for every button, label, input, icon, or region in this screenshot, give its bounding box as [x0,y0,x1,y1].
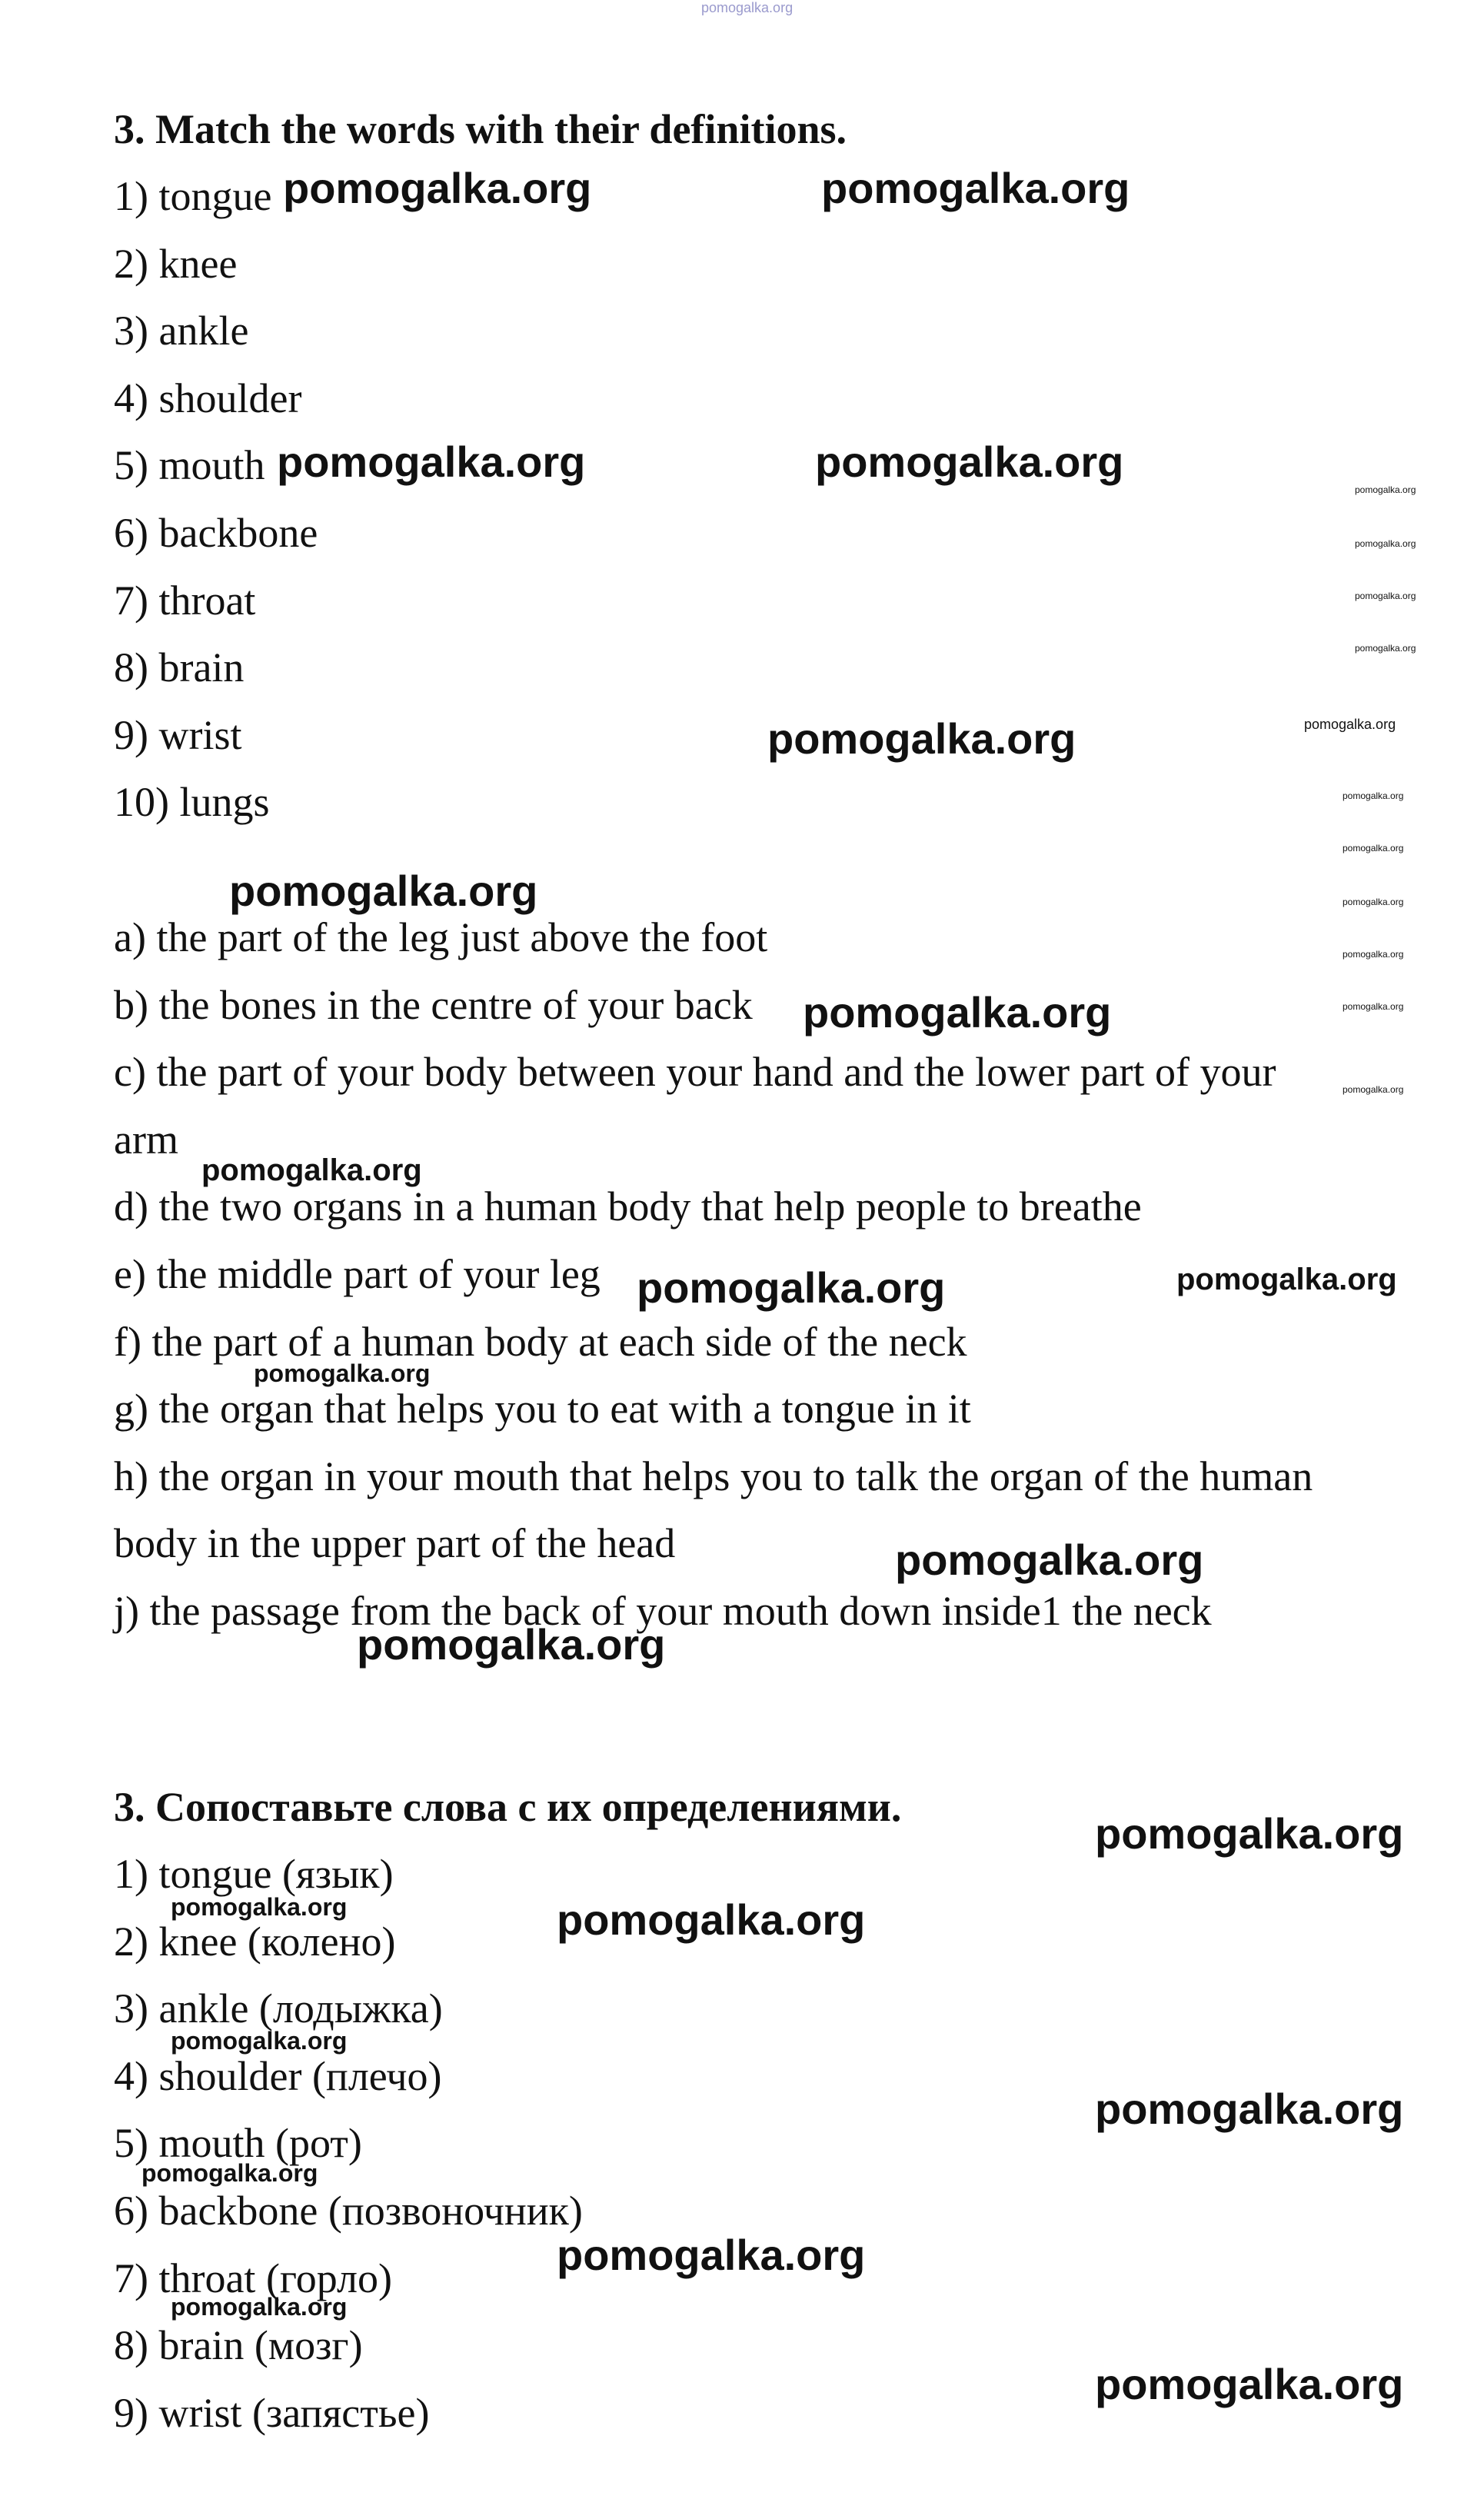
definition-item: b) the bones in the centre of your back [114,981,753,1028]
watermark: pomogalka.org [1095,2360,1404,2408]
watermark: pomogalka.org [815,438,1124,486]
watermark: pomogalka.org [1343,790,1404,801]
watermark: pomogalka.org [229,867,538,915]
watermark: pomogalka.org [803,988,1112,1037]
word-item-ru: 8) brain (мозг) [114,2322,363,2369]
word-item: 2) knee [114,240,238,287]
word-item: 10) lungs [114,779,270,826]
watermark: pomogalka.org [557,1895,866,1944]
watermark: pomogalka.org [895,1536,1204,1584]
watermark: pomogalka.org [1095,1809,1404,1858]
word-item: 6) backbone [114,509,318,556]
watermark: pomogalka.org [171,1893,348,1921]
watermark: pomogalka.org [283,164,592,212]
word-item: 1) tongue [114,173,272,219]
watermark: pomogalka.org [767,714,1076,763]
definition-item: e) the middle part of your leg [114,1250,601,1297]
watermark: pomogalka.org [821,164,1130,212]
watermark: pomogalka.org [1343,1001,1404,1012]
word-item: 4) shoulder [114,374,302,421]
definition-item: arm [114,1116,178,1163]
english-title: 3. Match the words with their definitions. [114,106,847,152]
word-item-ru: 6) backbone (позвоночник) [114,2187,583,2234]
watermark: pomogalka.org [1343,897,1404,907]
watermark: pomogalka.org [171,2027,348,2055]
word-item-ru: 2) knee (колено) [114,1918,396,1965]
word-item: 9) wrist [114,711,242,758]
definition-item: a) the part of the leg just above the foot [114,914,768,960]
watermark: pomogalka.org [1095,2085,1404,2133]
definition-item: h) the organ in your mouth that helps you to talk the organ of the human [114,1453,1313,1499]
word-item-ru: 1) tongue (язык) [114,1851,394,1897]
watermark: pomogalka.org [141,2159,318,2187]
word-item-ru: 4) shoulder (плечо) [114,2052,442,2099]
watermark: pomogalka.org [1355,538,1416,549]
watermark: pomogalka.org [1355,643,1416,654]
definition-item: c) the part of your body between your hand and the lower part of your [114,1049,1276,1096]
watermark: pomogalka.org [557,2231,866,2279]
definition-item: j) the passage from the back of your mouth down inside1 the neck [114,1587,1212,1634]
header-watermark: pomogalka.org [701,0,794,15]
watermark: pomogalka.org [637,1263,946,1312]
word-item-ru: 7) throat (горло) [114,2254,392,2301]
watermark: pomogalka.org [1343,949,1404,960]
definition-item: body in the upper part of the head [114,1520,676,1567]
definition-item: f) the part of a human body at each side of the neck [114,1318,967,1365]
word-item-ru: 9) wrist (запястье) [114,2389,430,2436]
word-item: 7) throat [114,577,256,624]
word-item: 3) ankle [114,308,249,354]
word-item-ru: 3) ankle (лодыжка) [114,1985,443,2032]
definition-item: d) the two organs in a human body that help people to breathe [114,1183,1142,1230]
watermark: pomogalka.org [201,1153,422,1187]
definition-item: g) the organ that helps you to eat with a tongue in it [114,1386,971,1433]
watermark: pomogalka.org [254,1359,431,1387]
russian-title: 3. Сопоставьте слова с их определениями. [114,1784,902,1830]
watermark: pomogalka.org [1304,717,1396,732]
word-item-ru: 5) mouth (рот) [114,2120,362,2167]
watermark: pomogalka.org [171,2293,348,2321]
watermark: pomogalka.org [1343,843,1404,854]
watermark: pomogalka.org [357,1620,666,1669]
watermark: pomogalka.org [277,438,586,486]
word-item: 8) brain [114,644,245,691]
watermark: pomogalka.org [1176,1263,1397,1296]
word-item: 5) mouth [114,442,265,489]
watermark: pomogalka.org [1355,591,1416,601]
watermark: pomogalka.org [1343,1084,1404,1095]
watermark: pomogalka.org [1355,484,1416,495]
